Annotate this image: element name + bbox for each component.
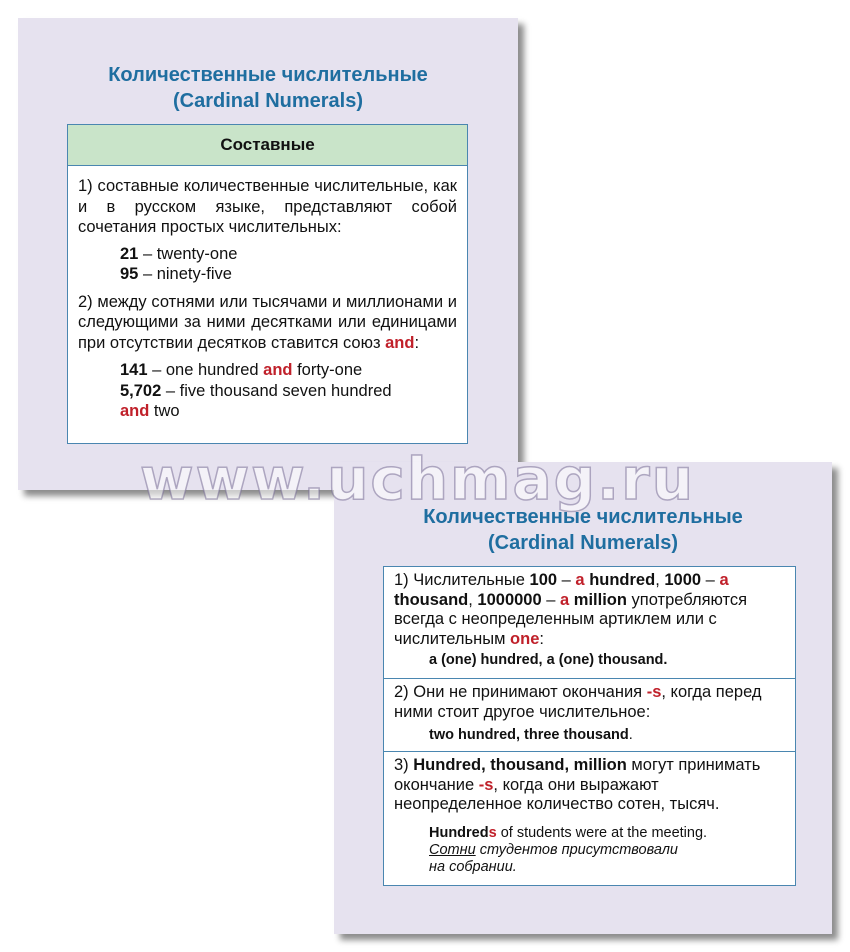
card-compound-numerals xyxy=(18,18,518,490)
example-95: 95 – ninety-five xyxy=(120,265,232,283)
example-5702: 5,702 – five thousand seven hundred xyxy=(120,381,392,400)
example-5702-cont: and two xyxy=(120,402,180,420)
rule-1: 1) составные количественные числительные, как и в русском языке, представляют собой сочетания простых числительных: xyxy=(78,177,457,236)
section-3-text: 3) Hundred, thousand, million могут принимать окончание -s, когда они выражают неопределенное количество сотен, тысяч. xyxy=(394,756,761,813)
section-1-text: 1) Числительные 100 – a hundred, 1000 – a thousand, 1000000 – a million употребляются всегда с неопределенным артиклем или с числительным one: xyxy=(394,571,748,648)
example-141: 141 – one hundred and forty-one xyxy=(120,361,363,379)
section-1 xyxy=(383,566,796,680)
watermark: www.uchmag.ru xyxy=(140,445,696,513)
section-2 xyxy=(383,678,796,754)
example-21: 21 – twenty-one xyxy=(120,244,238,263)
section-3-translation-cont: на собрании. xyxy=(429,858,517,875)
compound-box xyxy=(67,124,468,444)
card2-title: Количественные числительные (Cardinal Numerals) xyxy=(423,506,743,554)
section-2-text: 2) Они не принимают окончания -s, когда перед ними стоит другое числительное: xyxy=(394,683,762,721)
card1-title: Количественные числительные (Cardinal Numerals) xyxy=(108,64,428,112)
section-1-example: a (one) hundred, a (one) thousand. xyxy=(429,652,668,668)
rule-2: 2) между сотнями или тысячами и миллионами и следующими за ними десятками или единицами при отсутствии десятков ставится союз and: xyxy=(78,292,457,352)
card-articles-numerals xyxy=(334,462,832,934)
section-3-example: Hundreds of students were at the meeting. xyxy=(429,824,708,841)
box-header: Составные xyxy=(68,125,467,166)
section-2-example: two hundred, three thousand. xyxy=(429,727,633,743)
section-3 xyxy=(383,751,796,886)
section-3-translation: Сотни студентов присутствовали xyxy=(429,841,678,858)
